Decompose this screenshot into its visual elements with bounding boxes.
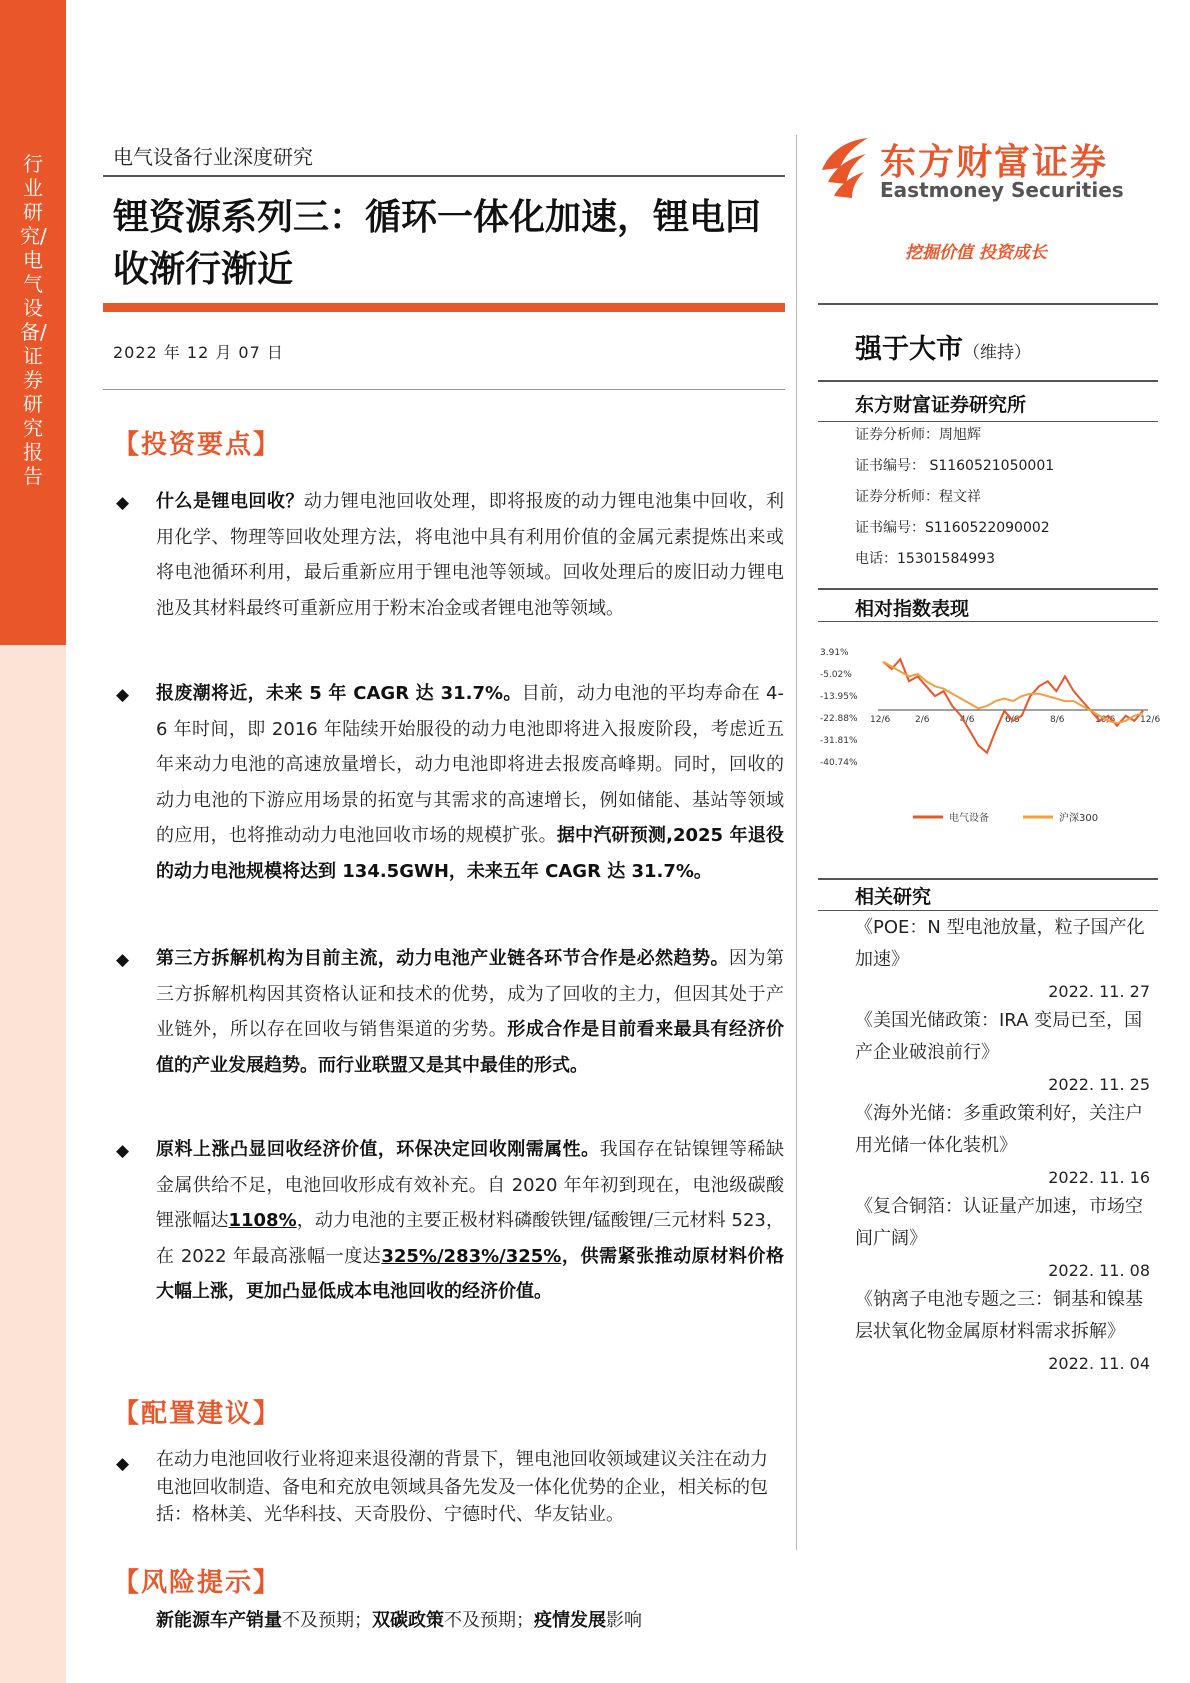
legend-label: 电气设备 [949, 813, 989, 824]
bullet-icon: ◆ [116, 950, 130, 970]
y-tick-label: -31.81% [820, 736, 858, 746]
related-item-date: 2022. 11. 25 [1048, 1075, 1150, 1094]
point-2-heading: 报废潮将近，未来 5 年 CAGR 达 31.7%。 [156, 683, 522, 704]
risk-2-text: 不及预期； [444, 1610, 534, 1631]
risk-1: 新能源车产销量 [156, 1610, 282, 1631]
brand-name-cn: 东方财富证券 [880, 142, 1109, 183]
x-tick-label: 4/6 [960, 715, 975, 725]
relative-index-chart [818, 640, 1161, 840]
point-4-heading: 原料上涨凸显回收经济价值，环保决定回收刚需属性。 [156, 1139, 600, 1160]
chart-divider [818, 588, 1158, 590]
analyst-2: 证券分析师：程文祥 [855, 489, 981, 505]
header-divider [103, 175, 785, 177]
related-item-title[interactable]: 《复合铜箔：认证量产加速，市场空间广阔》 [855, 1196, 1143, 1249]
related-item-title[interactable]: 《美国光储政策：IRA 变局已至，国产企业破浪前行》 [855, 1010, 1143, 1063]
brand-logo-icon [818, 132, 870, 202]
config-text: 在动力电池回收行业将迎来退役潮的背景下，锂电池回收领域建议关注在动力电池回收制造、备电和充放电领域具备先发及一体化优势的企业，相关标的包括：格林美、光华科技、天奇股份、宁德时代、华友钴业。 [156, 1449, 768, 1525]
x-tick-label: 12/6 [870, 715, 891, 725]
report-date: 2022 年 12 月 07 日 [113, 343, 284, 362]
point-4-lithium-rise: 1108% [228, 1210, 297, 1231]
x-tick-label: 2/6 [915, 715, 930, 725]
point-4-conclusion: ，供需紧张推动原材料价格大幅上涨，更加凸显低成本电池回收的经济价值。 [156, 1245, 784, 1302]
related-item-title[interactable]: 《海外光储：多重政策利好，关注户用光储一体化装机》 [855, 1103, 1143, 1156]
related-item-title[interactable]: 《POE：N 型电池放量，粒子国产化加速》 [855, 917, 1145, 970]
series-line [883, 659, 1143, 753]
point-2-forecast: 据中汽研预测,2025 年退役的动力电池规模将达到 134.5GWH，未来五年 CAGR 达 31.7%。 [156, 825, 785, 882]
point-4 [156, 1132, 784, 1310]
brand-name-en: Eastmoney Securities [880, 178, 1124, 202]
x-tick-label: 6/6 [1005, 715, 1020, 725]
brand-slogan: 挖掘价值 投资成长 [905, 243, 1047, 263]
bullet-icon: ◆ [116, 493, 130, 513]
point-3 [156, 941, 784, 1083]
section-risk: 【风险提示】 [113, 1568, 282, 1598]
section-key-points: 【投资要点】 [113, 430, 282, 460]
point-1-text: 动力锂电池回收处理，即将报废的动力锂电池集中回收，利用化学、物理等回收处理方法，将电池中具有利用价值的金属元素提炼出来或将电池循环利用，最后重新应用于锂电池等领域。回收处理后的废旧动力锂电池及其材料最终可重新应用于粉末冶金或者锂电池等领域。 [156, 491, 785, 619]
title-divider [103, 303, 785, 312]
sidebar-light [0, 645, 66, 1683]
cert-2: 证书编号：S1160522090002 [855, 520, 1050, 536]
x-tick-label: 10/6 [1095, 715, 1116, 725]
date-divider [103, 389, 785, 390]
page-title: 锂资源系列三：循环一体化加速，锂电回收渐行渐近 [113, 197, 762, 290]
related-item-date: 2022. 11. 04 [1048, 1354, 1150, 1373]
point-3-text: 因为第三方拆解机构因其资格认证和技术的优势，成为了回收的主力，但因其处于产业链外，所以存在回收与销售渠道的劣势。 [156, 948, 785, 1040]
y-tick-label: -5.02% [820, 670, 852, 680]
rating-label: 强于大市 [855, 334, 963, 365]
cert-1: 证书编号： S1160521050001 [855, 458, 1055, 474]
point-4-cathode-rise: 325%/283%/325% [381, 1245, 562, 1267]
bullet-icon: ◆ [116, 685, 130, 705]
point-2 [156, 676, 784, 889]
department-label: 电气设备行业深度研究 [113, 145, 313, 169]
point-3-heading: 第三方拆解机构为目前主流，动力电池产业链各环节合作是必然趋势。 [156, 948, 730, 969]
bullet-icon: ◆ [116, 1454, 130, 1474]
analyst-1: 证券分析师：周旭辉 [855, 427, 981, 443]
risk-text [156, 1603, 784, 1639]
y-tick-label: -13.95% [820, 692, 858, 702]
sidebar-label: 行业研究/电气设备/证券研究报告 [20, 152, 47, 488]
point-4-text-b: ，动力电池的主要正极材料磷酸铁锂/锰酸锂/三元材料 523，在 2022 年最高涨幅一度达 [156, 1210, 784, 1267]
x-tick-label: 12/6 [1140, 715, 1161, 725]
related-heading-underline [818, 910, 1158, 911]
point-2-text: 目前，动力电池的平均寿命在 4-6 年时间，即 2016 年陆续开始服役的动力电池即将进入报废阶段，考虑近五年来动力电池的高速放量增长，动力电池即将进去报废高峰期。同时，回收的动力电池的下游应用场景的拓宽与其需求的高速增长，例如储能、基站等领域的应用，也将推动动力电池回收市场的规模扩张。 [156, 683, 784, 846]
column-divider [796, 135, 797, 1550]
institute-divider [818, 380, 1158, 382]
point-1-heading: 什么是锂电回收？ [156, 491, 304, 512]
bullet-icon: ◆ [116, 1141, 130, 1161]
related-item-date: 2022. 11. 27 [1048, 982, 1150, 1001]
series-line [883, 662, 1143, 724]
related-item-title[interactable]: 《钠离子电池专题之三：铜基和镍基层状氧化物金属原材料需求拆解》 [855, 1289, 1143, 1342]
rating [855, 327, 1031, 366]
rating-top-divider [818, 303, 1158, 305]
chart-heading-underline [818, 621, 1158, 622]
related-divider [818, 878, 1158, 880]
risk-1-text: 不及预期； [282, 1610, 372, 1631]
y-tick-label: 3.91% [820, 648, 849, 658]
rating-note: （维持） [963, 343, 1031, 363]
chart-heading: 相对指数表现 [855, 598, 970, 620]
related-heading: 相关研究 [855, 886, 932, 908]
legend-label: 沪深300 [1059, 813, 1099, 824]
phone: 电话：15301584993 [855, 551, 995, 567]
risk-3: 疫情发展 [534, 1610, 606, 1631]
point-3-conclusion: 形成合作是目前看来最具有经济价值的产业发展趋势。而行业联盟又是其中最佳的形式。 [156, 1019, 785, 1076]
risk-3-text: 影响 [606, 1610, 642, 1631]
institute-underline [818, 421, 1158, 422]
risk-2: 双碳政策 [372, 1610, 444, 1631]
y-tick-label: -22.88% [820, 714, 858, 724]
point-4-text-a: 我国存在钴镍锂等稀缺金属供给不足，电池回收形成有效补充。自 2020 年年初到现在，电池级碳酸锂涨幅达 [156, 1139, 785, 1231]
related-item-date: 2022. 11. 16 [1048, 1168, 1150, 1187]
point-1 [156, 484, 784, 626]
related-item-date: 2022. 11. 08 [1048, 1261, 1150, 1280]
section-config: 【配置建议】 [113, 1399, 282, 1429]
x-tick-label: 8/6 [1050, 715, 1065, 725]
institute-name: 东方财富证券研究所 [855, 394, 1027, 416]
y-tick-label: -40.74% [820, 758, 858, 768]
